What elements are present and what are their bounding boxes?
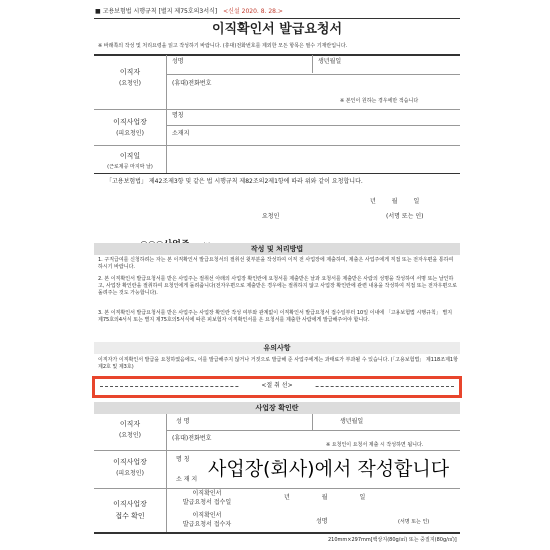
requester-sign-note: (서명 또는 인) xyxy=(386,213,424,220)
applicant-dob-label: 생년월일 xyxy=(318,58,342,65)
row-rule xyxy=(94,109,460,110)
divider xyxy=(166,109,167,145)
overlay-caption: 사업장(회사)에서 작성합니다 xyxy=(208,458,450,480)
caution-title: 유의사항 xyxy=(94,342,460,354)
row-rule xyxy=(94,488,460,489)
confirm-day: 일 xyxy=(359,494,366,501)
divider xyxy=(312,414,313,430)
confirm-wp-name-label: 명 칭 xyxy=(176,456,190,463)
confirm-year: 년 xyxy=(284,494,290,501)
table-bottom-rule xyxy=(94,532,460,534)
date-day: 일 xyxy=(413,198,420,205)
confirm-name-label: 성 명 xyxy=(176,418,190,425)
form-title: 이직확인서 발급요청서 xyxy=(211,22,343,37)
method-item-1: 1. 구직급여를 신청하려는 자는 본 이직확인서 발급요청서의 절취선 윗부분을 작성하여 이직 전 사업장에 제출하며, 제출은 사업주에게 직접 또는 전자우편을 통하여 하시기 바랍니다. xyxy=(98,257,454,270)
separation-sub: (근로제공 마지막 날) xyxy=(107,164,153,170)
confirm-phone-label: (휴대)전화번호 xyxy=(172,435,212,442)
divider xyxy=(312,55,313,73)
confirm-applicant-sub: (요청인) xyxy=(118,432,142,439)
date-year: 년 xyxy=(370,198,376,205)
form-reference-text: ■ 고용보험법 시행규칙 [별지 제75호의3서식] xyxy=(95,8,218,15)
date-line xyxy=(370,198,419,206)
row-rule xyxy=(166,74,460,75)
confirm-title: 사업장 확인란 xyxy=(94,402,460,414)
workplace-name-label: 명칭 xyxy=(172,112,184,119)
applicant-phone-label: (휴대)전화번호 xyxy=(172,80,212,87)
confirm-sign-note: (서명 또는 인) xyxy=(398,519,430,525)
cut-line-label: <절 취 선> xyxy=(240,382,314,390)
applicant-sub: (요청인) xyxy=(118,80,142,87)
footer-spec: 210mm×297mm[백상지(80g/㎡) 또는 중질지(80g/㎡)] xyxy=(328,537,457,543)
row-rule xyxy=(166,125,460,126)
separation-label: 이직일 xyxy=(119,152,141,160)
row-rule xyxy=(166,430,460,431)
confirm-phone-note: ※ 요청인이 요청서 제출 시 작성하면 됩니다. xyxy=(326,442,424,448)
confirm-name-field: 성명 xyxy=(316,518,328,525)
confirm-workplace-label: 이직사업장 xyxy=(113,458,147,466)
new-note: <신설 2020. 8. 28.> xyxy=(223,8,283,15)
confirm-receipt-sub: 접수 확인 xyxy=(115,512,145,520)
divider xyxy=(166,55,167,109)
confirm-receiver-label: 이직확인서 xyxy=(192,512,222,519)
date-month: 월 xyxy=(391,198,398,205)
confirm-date-line xyxy=(284,494,365,502)
confirm-receiver-label-2: 발급요청서 접수자 xyxy=(182,521,232,528)
workplace-label: 이직사업장 xyxy=(113,118,147,126)
confirm-workplace-sub: (피요청인) xyxy=(116,470,144,477)
divider xyxy=(166,414,167,450)
confirm-wp-address-label: 소 재 지 xyxy=(176,476,198,483)
method-title: 작성 및 처리방법 xyxy=(94,243,460,255)
confirm-receipt-date-label: 이직확인서 xyxy=(192,490,222,497)
applicant-name-label: 성명 xyxy=(172,58,184,65)
divider xyxy=(166,450,167,488)
confirm-dob-label: 생년월일 xyxy=(340,418,364,425)
workplace-address-label: 소재지 xyxy=(172,130,190,137)
instructions: ※ 바래쪽의 작성 및 처리요령을 읽고 작성하기 바랍니다. (휴대)전화번호를 제외한 모든 항목은 필수 기재란입니다. xyxy=(98,43,348,49)
top-rule xyxy=(94,18,460,19)
method-item-2: 2. 본 이직확인서 발급요청서를 받은 사업주는 절취선 아래의 사업장 확인란에 요청서를 제출받은 날과 요청서를 제출받은 사람의 성명을 작성하여 서명 또는 날인하고, 사업장 확인란을 절취하여 요청인에게 돌려줍니다(전자우편으로 제출받은 경우에는 절취하지 않고 사업장 확인란에 관련 내용을 작성하여 직접 또는 전자우편으로 돌려주는 것도 가능합니다). xyxy=(98,276,458,296)
applicant-phone-note: ※ 본인이 원하는 경우에만 적습니다 xyxy=(340,98,419,104)
confirm-applicant-label: 이직자 xyxy=(119,420,141,428)
confirm-month: 월 xyxy=(321,494,328,501)
divider xyxy=(166,145,167,173)
caution-text: 이직자가 이직확인서 발급을 요청하였음에도, 이를 발급해주지 않거나 거짓으로 발급해 준 사업주에게는 과태료가 부과될 수 있습니다. (「고용보험법」 제118조제1항제2호 및 제3호) xyxy=(98,357,458,370)
request-statement: 「고용보험법」 제42조제3항 및 같은 법 시행규칙 제82조의2제1항에 따라 위와 같이 요청합니다. xyxy=(106,178,363,185)
confirm-receipt-label: 이직사업장 xyxy=(113,500,147,508)
applicant-label: 이직자 xyxy=(119,68,141,76)
method-item-3: 3. 본 이직확인서 발급요청서를 받은 사업주는 사업장 확인란 작성 여부와 관계없이 이직확인서 발급요청서 접수일부터 10일 이내에 「고용보험법 시행규칙」 별지 제75호의4서식 또는 별지 제75호의5서식에 따른 피보험자 이직확인서를 온 요청서를 제출한 사람에게 발급해주어야 합니다. xyxy=(98,310,453,323)
row-rule xyxy=(94,173,460,174)
confirm-receipt-date-label-2: 발급요청서 접수일 xyxy=(182,499,232,506)
table-top-rule xyxy=(94,54,460,56)
form-reference xyxy=(95,8,283,16)
row-rule xyxy=(94,450,460,451)
row-rule xyxy=(94,145,460,146)
workplace-sub: (피요청인) xyxy=(116,130,144,137)
requester-label: 요청인 xyxy=(262,213,280,220)
